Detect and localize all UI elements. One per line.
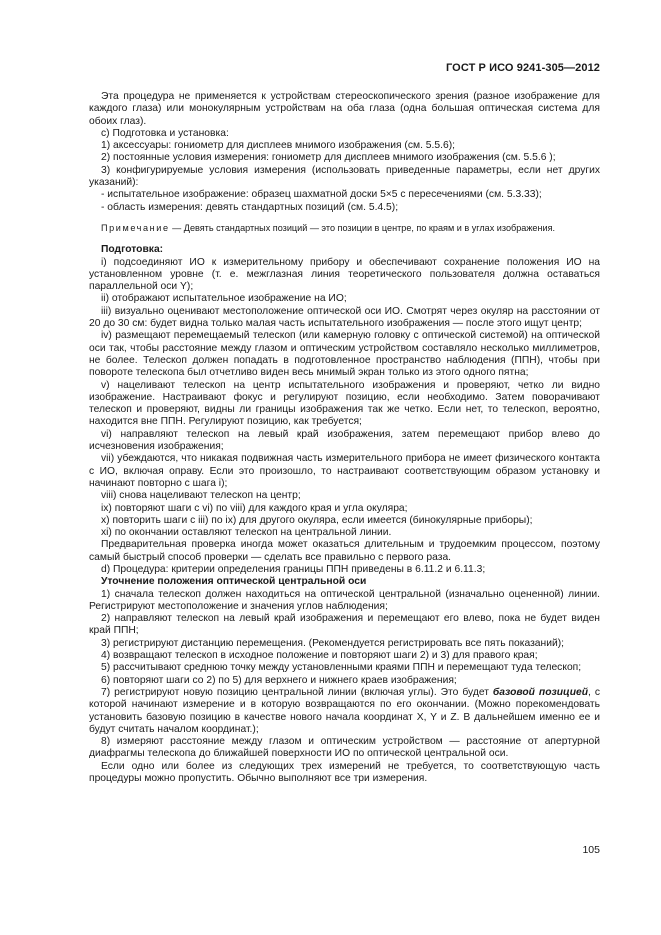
closing-paragraph: Если одно или более из следующих трех измерений не требуется, то соответствующую часть процедуры можно пропустить. Обычно выполняют все три измерения. <box>89 760 600 785</box>
refine-item: 3) регистрируют дистанцию перемещения. (Рекомендуется регистрировать все пять показаний); <box>101 637 565 649</box>
prep-item: iv) размещают перемещаемый телескоп (или камерную головку с оптической системой) на оптической оси так, чтобы расстояние между глазом и оптическим устройством составляло несколько миллиметров, не более. Телескоп должен попадать в подготовленное пространство наблюдения (ППН), чтобы при повороте телескопа был отчетливо виден весь мнимый экран только из этого одного пятна; <box>89 330 600 379</box>
page-content <box>89 91 600 785</box>
prep-item: vi) направляют телескоп на левый край изображения, затем перемещают прибор влево до исчезновения изображения; <box>89 428 600 453</box>
refine-item: 1) сначала телескоп должен находиться на оптической центральной (изначально оцененной) линии. Регистрируют местоположение и значения углов наблюдения; <box>89 588 600 612</box>
prep-item: x) повторить шаги с iii) по ix) для другого окуляра, если имеется (бинокулярные приборы); <box>101 514 533 526</box>
prep-item: viii) снова нацеливают телескоп на центр; <box>101 490 301 502</box>
intro-paragraph: Эта процедура не применяется к устройствам стереоскопического зрения (разное изображение для каждого глаза) или монокулярным устройствам на оба глаза (одна большая оптическая система для обоих глаз). <box>89 91 600 127</box>
setup-item-1: 1) аксессуары: гониометр для дисплеев мнимого изображения (см. 5.5.6); <box>101 140 455 152</box>
note-label: Примечание <box>101 222 170 233</box>
preliminary-check-paragraph: Предварительная проверка иногда может оказаться длительным и трудоемким процессом, поэтому самый быстрый способ проверки — сделать все правильно с первого раза. <box>89 539 600 563</box>
prep-item: v) нацеливают телескоп на центр испытательного изображения и проверяют, четко ли видно изображение. Настраивают фокус и регулируют позицию, если необходимо. Затем поворачивают телескоп и проверяют, видны ли границы изображения так же четко. Если нет, то телескоп, вероятно, находится вне ППН. Регулируют позицию, как требуется; <box>89 379 600 428</box>
prep-heading: Подготовка: <box>101 244 164 256</box>
refine-item-7-end: , с которой начинают измерение и в которую возвращаются по его окончании. (Можно порекомендовать установить базовую позицию в качестве нового начала координат X, Y и Z. В дальнейшем именно ее и будут считать началом координат.); <box>89 686 600 735</box>
refine-item-8: 8) измеряют расстояние между глазом и оптическим устройством — расстояние от апертурной диафрагмы телескопа до ближайшей поверхности ИО по оптической центральной оси. <box>89 736 600 760</box>
prep-item: i) подсоединяют ИО к измерительному прибору и обеспечивают сохранение положения ИО на установленном уровне (т. е. межглазная линия теоретического пользователя должна оставаться параллельной оси Y); <box>89 256 600 293</box>
document-header: ГОСТ Р ИСО 9241-305—2012 <box>445 62 600 74</box>
refine-item-7-start: 7) регистрируют новую позицию центральной линии (включая углы). Это будет <box>101 686 493 698</box>
setup-bullet-1: - испытательное изображение: образец шахматной доски 5×5 с пересечениями (см. 5.3.33); <box>101 189 542 201</box>
refine-item: 5) рассчитывают среднюю точку между установленными краями ППН и перемещают туда телескоп; <box>101 662 582 674</box>
refine-item: 6) повторяют шаги со 2) по 5) для верхнего и нижнего краев изображения; <box>101 674 457 686</box>
prep-item: ii) отображают испытательное изображение на ИО; <box>101 293 347 305</box>
base-position-term: базовой позицией <box>492 686 589 698</box>
procedure-item: d) Процедура: критерии определения границы ППН приведены в 6.11.2 и 6.11.3; <box>101 563 486 575</box>
setup-item-2: 2) постоянные условия измерения: гониометр для дисплеев мнимого изображения (см. 5.5.6 ); <box>101 152 556 164</box>
prep-item: vii) убеждаются, что никакая подвижная часть измерительного прибора не имеет физического контакта с ИО, включая оправу. Если это произошло, то настраивают соответствующим образом установку и начинают повторно с шага i); <box>89 453 600 489</box>
setup-heading: c) Подготовка и установка: <box>101 127 229 139</box>
refine-item: 4) возвращают телескоп в исходное положение и повторяют шаги 2) и 3) для правого края; <box>101 650 538 662</box>
prep-item: ix) повторяют шаги с vi) по viii) для каждого края и угла окуляра; <box>101 502 408 514</box>
note-text: — Девять стандартных позиций — это позиции в центре, по краям и в углах изображения. <box>169 222 556 233</box>
refine-heading: Уточнение положения оптической центральной оси <box>101 576 367 588</box>
refine-item: 2) направляют телескоп на левый край изображения и перемещают его влево, пока не будет виден край ППН; <box>89 613 600 637</box>
refine-item-7 <box>89 687 600 736</box>
setup-bullet-2: - область измерения: девять стандартных позиций (см. 5.4.5); <box>101 201 399 213</box>
page-number: 105 <box>582 844 600 856</box>
prep-item: xi) по окончании оставляют телескоп на центральной линии. <box>101 527 392 539</box>
note <box>89 222 600 234</box>
setup-item-3: 3) конфигурируемые условия измерения (использовать приведенные параметры, если нет других указаний): <box>89 164 600 189</box>
prep-item: iii) визуально оценивают местоположение оптической оси ИО. Смотрят через окуляр на расстоянии от 20 до 30 см: будет видна только малая часть испытательного изображения — после этого ищут центр; <box>89 305 600 330</box>
